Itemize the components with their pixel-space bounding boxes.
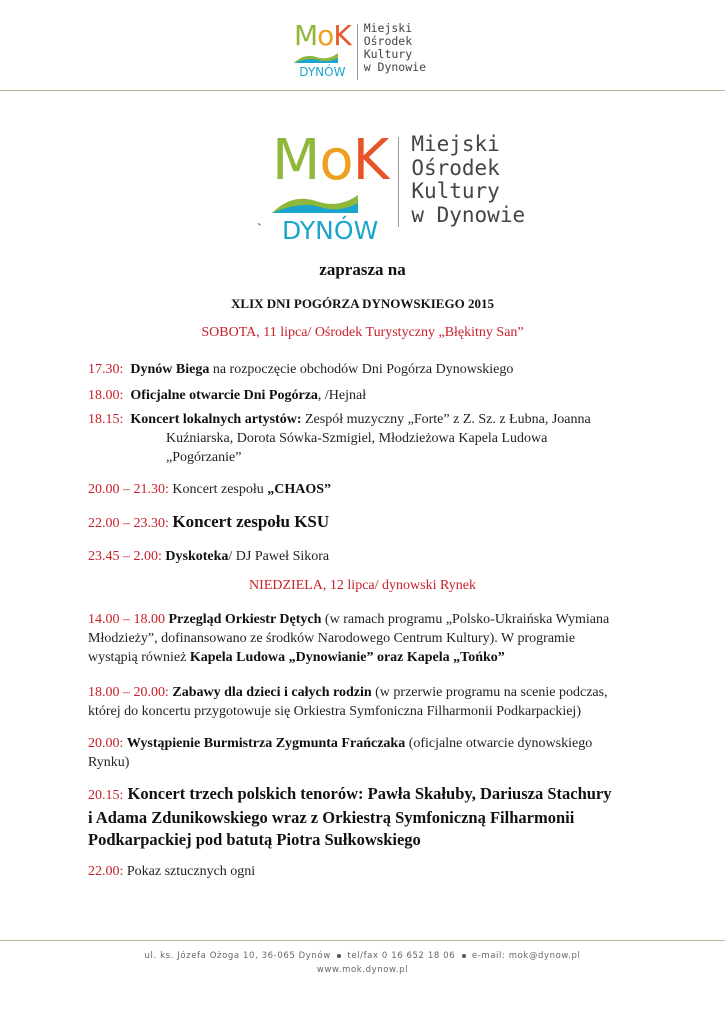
dynow-logo-label: DYNÓW bbox=[282, 216, 379, 245]
invite-heading: zaprasza na bbox=[319, 260, 406, 279]
mok-logo-mark bbox=[294, 19, 351, 79]
mok-logo-mark bbox=[272, 128, 389, 245]
logo-wordmark: Miejski Ośrodek Kultury w Dynowie bbox=[363, 21, 426, 74]
stray-mark: ` bbox=[257, 222, 262, 237]
day-heading-saturday: SOBOTA, 11 lipca/ Ośrodek Turystyczny „Błękitny San” bbox=[201, 325, 524, 340]
schedule-item: 23.45 – 2.00: Dyskoteka/ DJ Paweł Sikora bbox=[88, 549, 330, 564]
mok-logo-text: MoK bbox=[294, 19, 351, 52]
schedule-item: 18.00: Oficjalne otwarcie Dni Pogórza, /Hejnał bbox=[88, 388, 367, 403]
schedule-item: 18.15: Koncert lokalnych artystów: Zespół muzyczny „Forte” z Z. Sz. z Łubna, Joanna Kuźniarska, Dorota Sówka-Szmigiel, Młodzieżowa Kapela Ludowa „Pogórzanie” bbox=[88, 412, 591, 465]
footer-website[interactable]: www.mok.dynow.pl bbox=[316, 965, 409, 975]
logo-divider bbox=[398, 137, 399, 227]
schedule-item: 20.00 – 21.30: Koncert zespołu „CHAOS” bbox=[88, 482, 332, 497]
event-title: XLIX DNI POGÓRZA DYNOWSKIEGO 2015 bbox=[231, 296, 494, 311]
hill-icon bbox=[294, 51, 338, 63]
footer-contact bbox=[0, 951, 725, 961]
schedule-item: 22.00: Pokaz sztucznych ogni bbox=[88, 864, 256, 879]
mok-logo-text: MoK bbox=[272, 128, 389, 193]
footer-divider bbox=[0, 940, 725, 941]
dynow-logo-label: DYNÓW bbox=[299, 65, 346, 79]
hill-icon bbox=[272, 191, 358, 213]
schedule-item: 20.15: Koncert trzech polskich tenorów: Pawła Skałuby, Dariusza Stachury i Adama Zdunikowskiego wraz z Orkiestrą Symfoniczną Filharmonii Podkarpackiej pod batutą Piotra Sułkowskiego bbox=[88, 784, 612, 849]
footer-email[interactable]: e-mail: mok@dynow.pl bbox=[471, 951, 581, 961]
logo-wordmark: Miejski Ośrodek Kultury w Dynowie bbox=[411, 132, 526, 227]
header-logo bbox=[294, 19, 426, 80]
schedule-item: 22.00 – 23.30: Koncert zespołu KSU bbox=[88, 512, 330, 531]
bullet-icon bbox=[337, 954, 341, 958]
schedule-item: 18.00 – 20.00: Zabawy dla dzieci i całych rodzin (w przerwie programu na scenie podczas, której do koncertu przygotowuje się Orkiestra Symfoniczna Filharmonii Podkarpackiej) bbox=[88, 685, 608, 719]
schedule-item: 20.00: Wystąpienie Burmistrza Zygmunta Frańczaka (oficjalne otwarcie dynowskiego Rynku) bbox=[88, 736, 593, 770]
footer-address: ul. ks. Józefa Ożoga 10, 36-065 Dynów bbox=[144, 951, 331, 961]
main-logo bbox=[272, 128, 526, 245]
schedule-item: 17.30: Dynów Biega na rozpoczęcie obchodów Dni Pogórza Dynowskiego bbox=[88, 362, 514, 377]
header-divider bbox=[0, 90, 725, 91]
day-heading-sunday: NIEDZIELA, 12 lipca/ dynowski Rynek bbox=[249, 578, 476, 593]
footer-phone: tel/fax 0 16 652 18 06 bbox=[347, 951, 456, 961]
bullet-icon bbox=[462, 954, 466, 958]
logo-divider bbox=[357, 24, 358, 80]
schedule-item: 14.00 – 18.00 Przegląd Orkiestr Dętych (w ramach programu „Polsko-Ukraińska Wymiana Młodzieży”, dofinansowano ze środków Narodowego Centrum Kultury). W programie wystąpią również Kapela Ludowa „Dynowianie” oraz Kapela „Tońko” bbox=[88, 612, 610, 665]
